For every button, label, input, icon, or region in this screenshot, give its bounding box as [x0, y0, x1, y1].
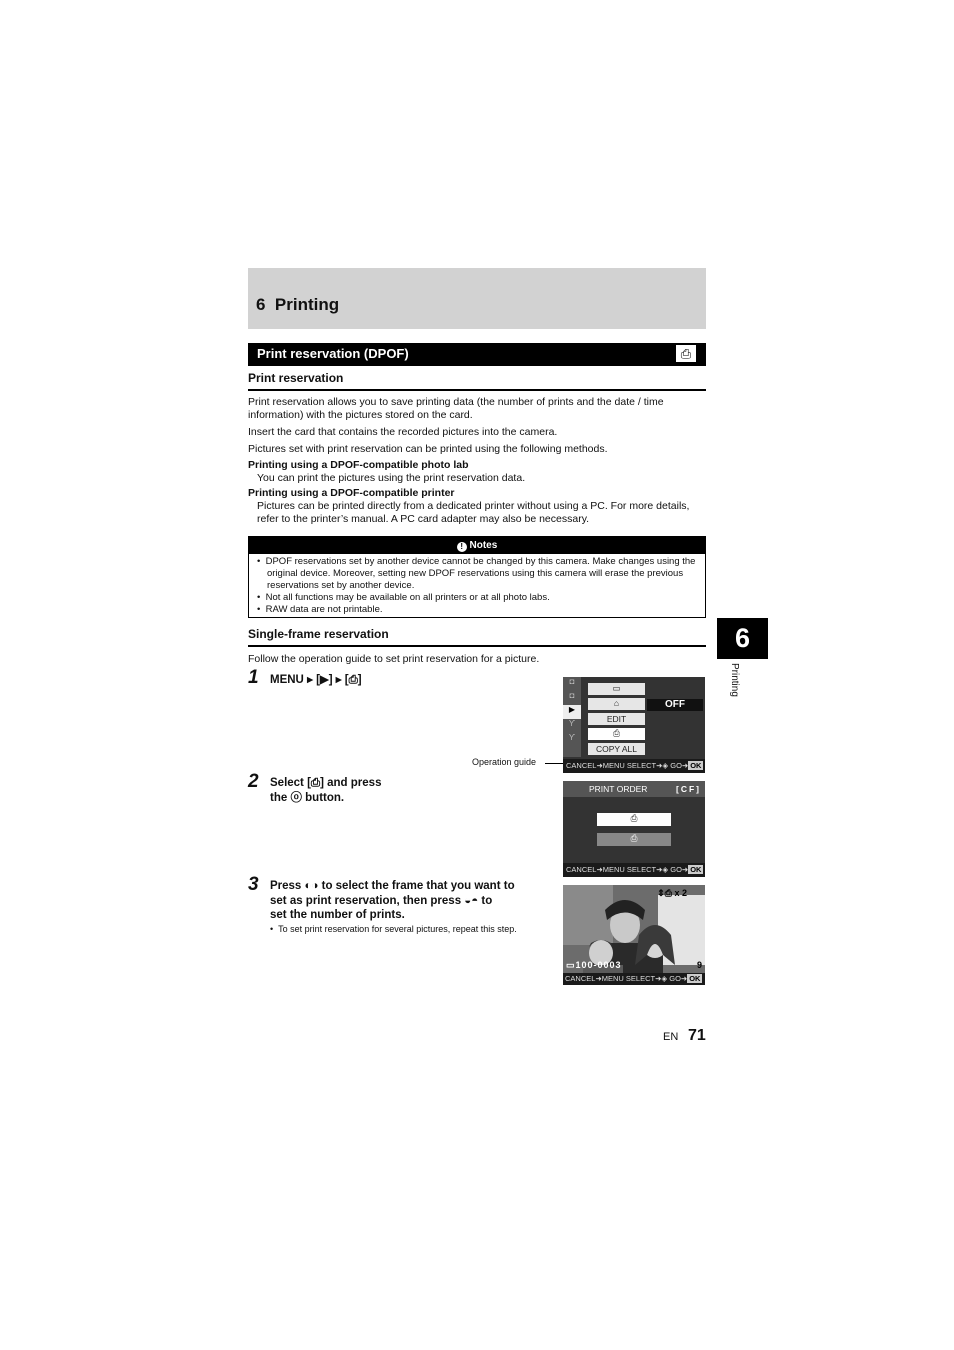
section-title-bar [248, 343, 706, 366]
menu-item-copy-all: COPY ALL [588, 743, 645, 755]
section-title: Print reservation (DPOF) [257, 346, 409, 361]
step-3-text: Press ◐◑ to select the frame that you want to set as print reservation, then press ◒◓ to set the number of prints. [270, 880, 515, 921]
rotate-icon: ⌂ [588, 698, 645, 710]
operation-guide-bar: CANCEL➜MENU SELECT➜◈ GO➜ OK [563, 759, 705, 773]
arrow-right-icon: ▸ [307, 674, 313, 686]
print-count: ⇕⎙ x 2 [657, 888, 687, 898]
step-3-bullet: • To set print reservation for several pictures, repeat this step. [270, 924, 517, 934]
camera-screen-menu [563, 677, 705, 773]
paragraph: Print reservation allows you to save printing data (the number of prints and the date / time information) with the pictures stored on the card. [248, 396, 664, 421]
frame-count: 9 [696, 960, 702, 970]
chapter-title: 6 Printing [256, 295, 340, 314]
list-item: • RAW data are not printable. [257, 604, 383, 615]
list-item: • Not all functions may be available on all printers or at all photo labs. [257, 592, 550, 603]
chapter-tab-label: Printing [729, 663, 740, 697]
wrench-icon: ϒ [568, 719, 576, 728]
subheading: Printing using a DPOF-compatible photo lab [248, 459, 469, 471]
single-frame-heading: Single-frame reservation [248, 627, 389, 641]
step-2-text: Select [⎙] and press the ⓞ button. [270, 777, 382, 804]
paragraph: Pictures set with print reservation can be printed using the following methods. [248, 443, 608, 455]
divider [248, 645, 706, 647]
operation-guide-bar: CANCEL➜MENU SELECT➜◈ GO➜ OK [563, 863, 705, 877]
print-icon: ⎙ [588, 728, 645, 740]
menu-tab-column [563, 677, 581, 757]
step-number: 3 [248, 874, 259, 895]
slideshow-icon: ▭ [588, 683, 645, 695]
divider [248, 389, 706, 391]
battery-icon: ▭ [566, 960, 576, 970]
notes-header: ! Notes [249, 537, 705, 554]
camera-icon: ◘ [569, 691, 575, 700]
list-item: • DPOF reservations set by another device cannot be changed by this camera. Make changes using the original device. Moreover, setting new DPOF reservations using this camera will erase the previous reservations set by another device. [257, 556, 696, 591]
notes-list [257, 556, 701, 616]
wrench-icon: ϒ [568, 733, 576, 742]
operation-guide-bar: CANCEL➜MENU SELECT➜◈ GO➜ OK [563, 973, 705, 985]
play-tab-icon: ▶ [563, 705, 581, 719]
file-number: ▭100-0003 [566, 960, 622, 970]
chapter-tab: 6 [717, 618, 768, 659]
setting-value: OFF [647, 699, 703, 711]
paragraph: Pictures can be printed directly from a dedicated printer without using a PC. For more details, refer to the printer’s manual. A PC card adapter may also be necessary. [257, 500, 690, 525]
page-number: 71 [688, 1027, 706, 1044]
card-indicator: [CF] [676, 784, 701, 794]
print-reservation-heading: Print reservation [248, 371, 344, 385]
notes-box [248, 536, 706, 618]
print-icon: ⎙ [676, 345, 696, 362]
print-icon: ⎙ [597, 813, 671, 826]
step-number: 1 [248, 667, 259, 688]
step-number: 2 [248, 771, 259, 792]
language-label: EN [663, 1031, 679, 1043]
print-order-title: PRINT ORDER [589, 784, 648, 794]
paragraph: Insert the card that contains the recorded pictures into the camera. [248, 426, 558, 438]
paragraph: You can print the pictures using the print reservation data. [257, 472, 526, 484]
print-icon: ⇕⎙ [657, 888, 672, 898]
print-order-title-bar [563, 781, 705, 797]
menu-item-edit: EDIT [588, 713, 645, 725]
caution-icon: ! [457, 542, 467, 552]
camera-screen-photo [563, 885, 705, 985]
subheading: Printing using a DPOF-compatible printer [248, 487, 455, 499]
operation-guide-label: Operation guide [472, 757, 537, 767]
leader-line [545, 763, 563, 764]
print-all-icon: ⎙ [597, 833, 671, 846]
arrow-right-icon: ▸ [335, 674, 342, 686]
paragraph: Follow the operation guide to set print reservation for a picture. [248, 653, 540, 665]
camera-icon: ◘ [569, 677, 575, 686]
camera-screen-print-order [563, 781, 705, 877]
step-1-text: MENU ▸ [▶] ▸ [⎙] [270, 674, 362, 686]
